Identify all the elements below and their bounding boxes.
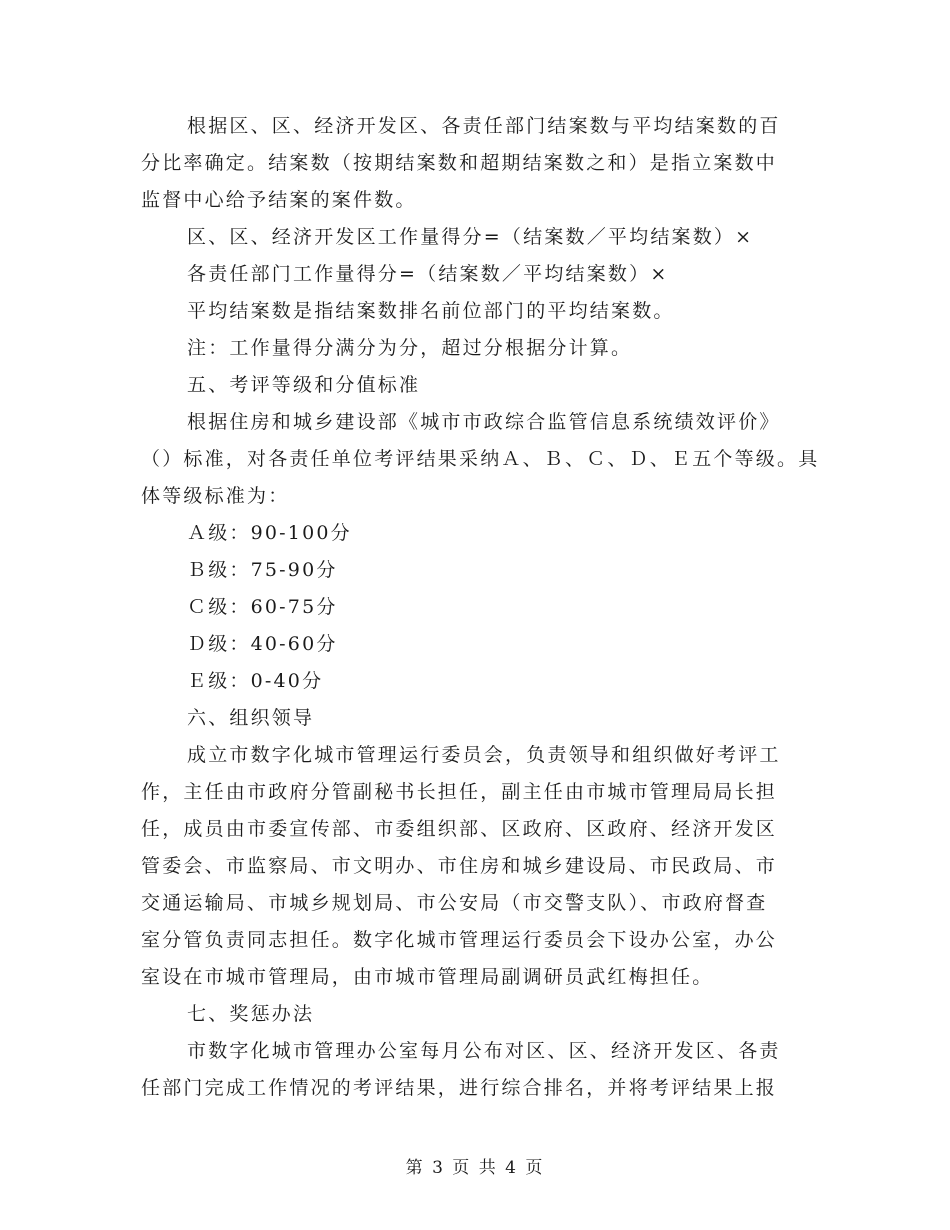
section-heading-organization	[141, 700, 801, 737]
text-line: 七、奖惩办法	[187, 1003, 315, 1025]
text-line: 根据区、区、经济开发区、各责任部门结案数与平均结案数的百	[187, 115, 781, 137]
text-line: Ｃ级：60-75分	[187, 596, 338, 618]
grade-b	[141, 552, 801, 589]
text-line: Ａ级：90-100分	[187, 522, 352, 544]
paragraph-average-definition	[141, 293, 801, 330]
text-line: 室分管负责同志担任。数字化城市管理运行委员会下设办公室，办公	[141, 929, 778, 951]
page-number-footer: 第 3 页 共 4 页	[405, 1158, 545, 1178]
text-line: 分比率确定。结案数（按期结案数和超期结案数之和）是指立案数中	[141, 152, 778, 174]
text-line: 作，主任由市政府分管副秘书长担任，副主任由市城市管理局局长担	[141, 781, 778, 803]
text-line: 体等级标准为：	[141, 485, 290, 507]
section-heading-grades	[141, 367, 801, 404]
text-line: 平均结案数是指结案数排名前位部门的平均结案数。	[187, 300, 675, 322]
document-body	[141, 108, 820, 1107]
paragraph-closure-rate	[141, 108, 801, 219]
paragraph-grade-standard	[141, 404, 820, 515]
text-line: 室设在市城市管理局，由市城市管理局副调研员武红梅担任。	[141, 966, 714, 988]
text-line: 根据住房和城乡建设部《城市市政综合监管信息系统绩效评价》	[187, 411, 781, 433]
text-line: 任部门完成工作情况的考评结果，进行综合排名，并将考评结果上报	[141, 1077, 778, 1099]
grade-d	[141, 626, 801, 663]
text-line: 交通运输局、市城乡规划局、市公安局（市交警支队）、市政府督查	[141, 892, 768, 914]
text-line: 管委会、市监察局、市文明办、市住房和城乡建设局、市民政局、市	[141, 855, 778, 877]
grade-c	[141, 589, 801, 626]
paragraph-rewards	[141, 1033, 801, 1107]
text-line: （）标准，对各责任单位考评结果采纳Ａ、Ｂ、Ｃ、Ｄ、Ｅ五个等级。具	[141, 448, 820, 470]
text-line: 六、组织领导	[187, 707, 315, 729]
grade-a	[141, 515, 801, 552]
text-line: Ｅ级：0-40分	[187, 670, 324, 692]
text-line: Ｄ级：40-60分	[187, 633, 338, 655]
text-line: 五、考评等级和分值标准	[187, 374, 421, 396]
text-line: 各责任部门工作量得分=（结案数／平均结案数）×	[187, 263, 669, 285]
section-heading-rewards	[141, 996, 801, 1033]
text-line: 任，成员由市委宣传部、市委组织部、区政府、区政府、经济开发区	[141, 818, 778, 840]
paragraph-committee	[141, 737, 801, 996]
text-line: 区、区、经济开发区工作量得分=（结案数／平均结案数）×	[187, 226, 754, 248]
text-line: 监督中心给予结案的案件数。	[141, 189, 417, 211]
text-line: 注：工作量得分满分为分，超过分根据分计算。	[187, 337, 633, 359]
text-line: Ｂ级：75-90分	[187, 559, 338, 581]
paragraph-note	[141, 330, 801, 367]
grade-e	[141, 663, 801, 700]
formula-district-score	[141, 219, 801, 256]
text-line: 成立市数字化城市管理运行委员会，负责领导和组织做好考评工	[187, 744, 781, 766]
text-line: 市数字化城市管理办公室每月公布对区、区、经济开发区、各责	[187, 1040, 781, 1062]
formula-department-score	[141, 256, 801, 293]
